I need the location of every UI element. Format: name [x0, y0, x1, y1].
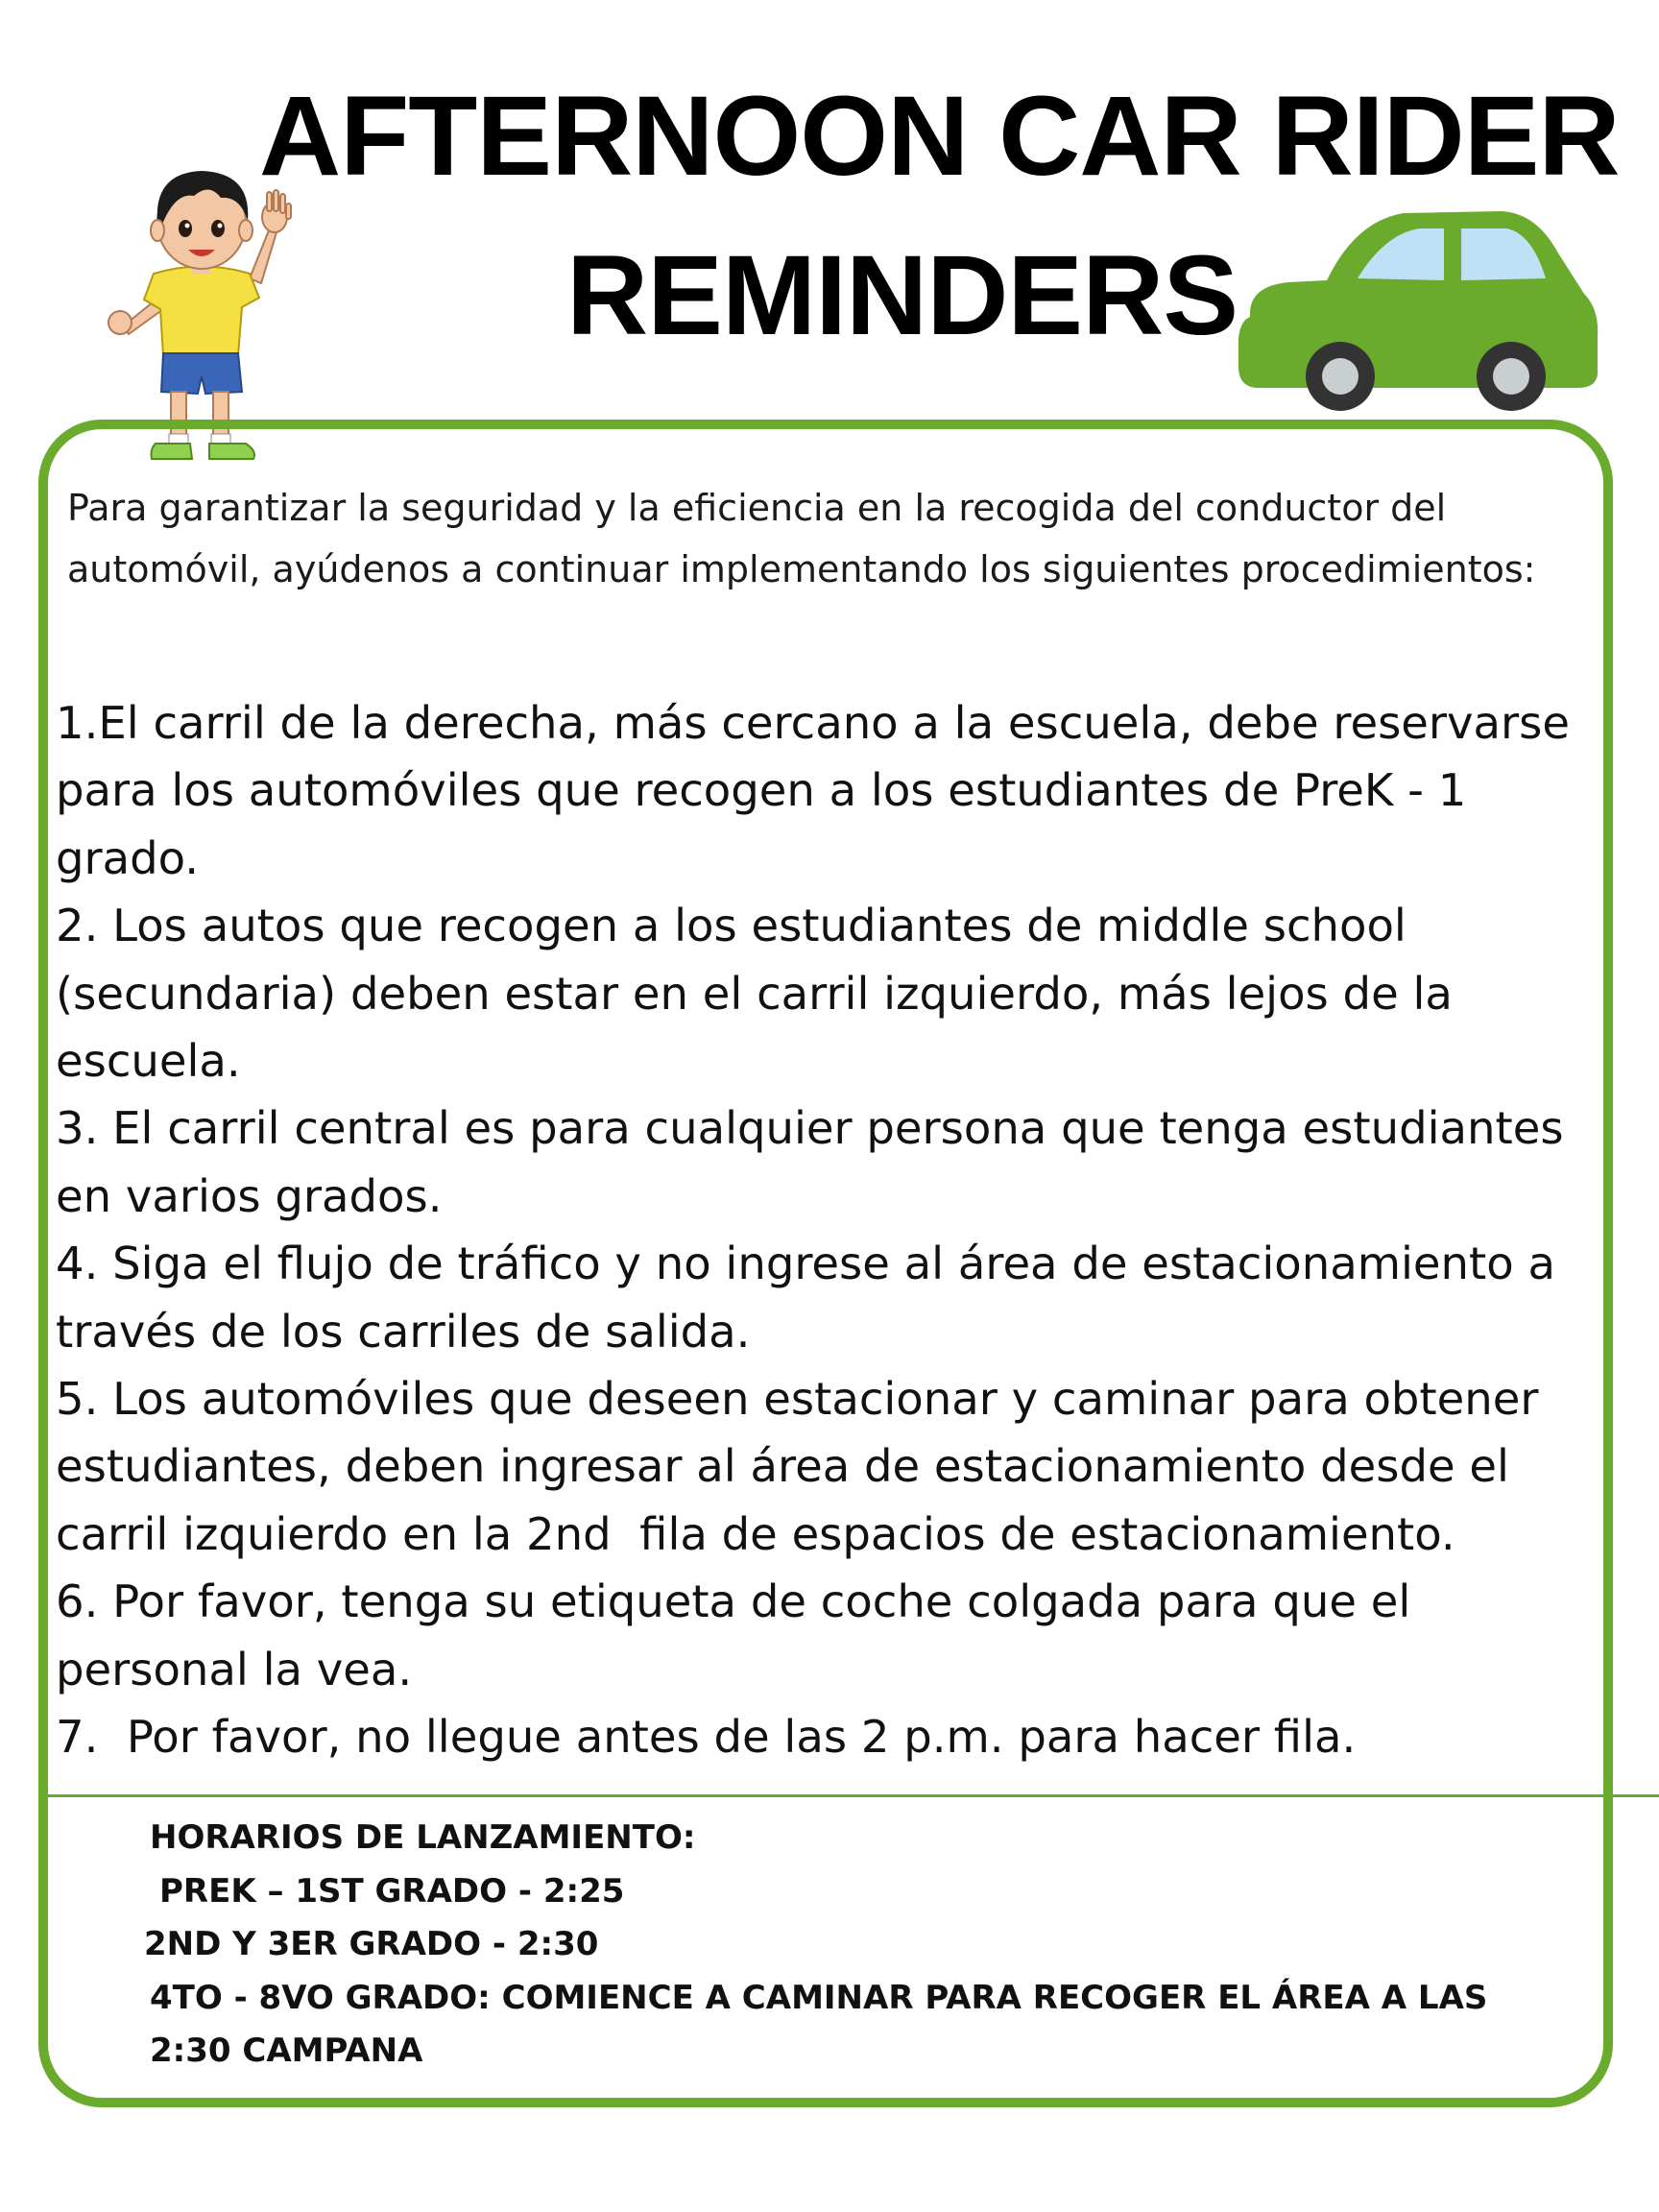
release-prek: PREK – 1ST GRADO - 2:25	[159, 1871, 625, 1911]
page-title-line-1: AFTERNOON CAR RIDER	[259, 73, 1620, 200]
rule-item: 1.El carril de la derecha, más cercano a la escuela, debe reservarse para los automóviles que recogen a los estudiantes de PreK - 1 grado.	[56, 697, 1584, 884]
car-icon	[1231, 204, 1605, 415]
rule-item: 5. Los automóviles que deseen estacionar y caminar para obtener estudiantes, deben ingresar al área de estacionamiento desde el carril izquierdo en la 2nd fila de espacios de estacionamiento.	[56, 1373, 1553, 1560]
rule-item: 4. Siga el flujo de tráfico y no ingrese al área de estacionamiento a través de los carriles de salida.	[56, 1238, 1570, 1358]
rule-item: 3. El carril central es para cualquier persona que tenga estudiantes en varios grados.	[56, 1102, 1578, 1222]
release-grades-2-3: 2ND Y 3ER GRADO - 2:30	[144, 1925, 599, 1963]
release-grades-4-8: 4TO - 8VO GRADO: COMIENCE A CAMINAR PARA RECOGER EL ÁREA A LAS 2:30 CAMPANA	[150, 1978, 1500, 2070]
rule-item: 6. Por favor, tenga su etiqueta de coche colgada para que el personal la vea.	[56, 1575, 1426, 1695]
page-title-line-2: REMINDERS	[566, 232, 1238, 359]
release-heading: HORARIOS DE LANZAMIENTO:	[150, 1818, 696, 1857]
intro-paragraph: Para garantizar la seguridad y la eficiencia en la recogida del conductor del automóvil, ayúdenos a continuar implementando los siguientes procedimientos:	[67, 487, 1536, 590]
rule-item: 7. Por favor, no llegue antes de las 2 p.m. para hacer fila.	[56, 1711, 1357, 1764]
rule-item: 2. Los autos que recogen a los estudiantes de middle school (secundaria) deben estar en el carril izquierdo, más lejos de la escuela.	[56, 900, 1467, 1088]
section-divider	[48, 1794, 1659, 1797]
rules-list	[56, 689, 1611, 1771]
release-times	[144, 1812, 1542, 2079]
